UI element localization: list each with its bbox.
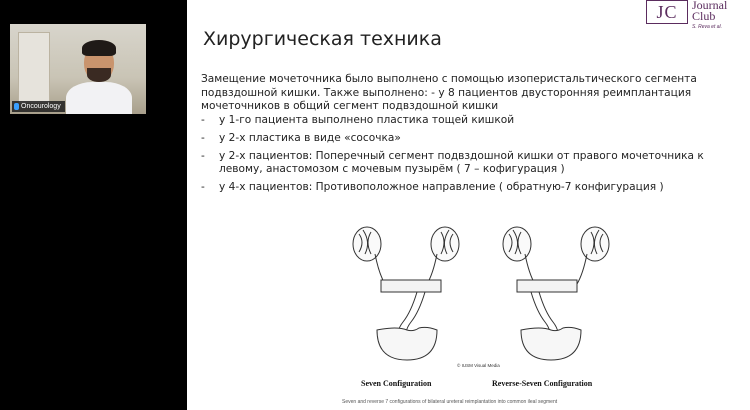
figure-credit: © IUSM Visual Media	[457, 363, 500, 368]
logo-word-journal: Journal	[692, 0, 728, 12]
shared-slide	[187, 0, 750, 410]
participant-torso	[66, 82, 132, 114]
participant-name-badge	[12, 101, 65, 112]
figure-label-left: Seven Configuration	[361, 379, 432, 388]
ureteral-configuration-figure	[337, 218, 627, 396]
video-background-door	[18, 32, 50, 104]
logo-mark: JC	[646, 0, 688, 24]
bullet-item: - у 2-х пластика в виде «сосочка»	[201, 131, 401, 144]
kidney-illustration	[337, 218, 627, 378]
logo-word-club: Club	[692, 9, 716, 23]
participant-hair	[82, 40, 116, 56]
figure-label-right: Reverse-Seven Configuration	[492, 379, 593, 388]
bullet-item: - у 1-го пациента выполнено пластика тощей кишкой	[201, 113, 515, 126]
slide-intro: Замещение мочеточника было выполнено с помощью изоперистальтического сегмента подвздошной кишки. Также выполнено: - у 8 пациентов двусторонняя реимплантация мочеточников в общий сегмент подвздошной кишки	[201, 73, 697, 112]
figure-caption: Seven and reverse 7 configurations of bilateral ureteral reimplantation into common ileal segment	[342, 399, 558, 405]
participant-beard	[87, 68, 111, 82]
journal-club-logo	[646, 0, 746, 34]
bullet-item: - у 4-х пациентов: Противоположное направление ( обратную-7 конфигурация )	[201, 181, 664, 193]
reverse-seven-configuration-drawing	[503, 227, 609, 360]
participant-name: Oncourology	[21, 103, 61, 110]
slide-body	[201, 73, 741, 199]
microphone-icon	[14, 103, 19, 110]
participant-video-tile[interactable]	[10, 24, 146, 114]
seven-configuration-drawing	[353, 227, 459, 360]
slide-title: Хирургическая техника	[203, 28, 442, 50]
logo-author: S. Reva et al.	[692, 24, 723, 30]
bullet-item: - у 2-х пациентов: Поперечный сегмент подвздошной кишки от правого мочеточника к левому, анастомозом с мочевым пузырём ( 7 – кофигурация )	[201, 149, 704, 175]
slide-bullet-list	[201, 114, 741, 195]
